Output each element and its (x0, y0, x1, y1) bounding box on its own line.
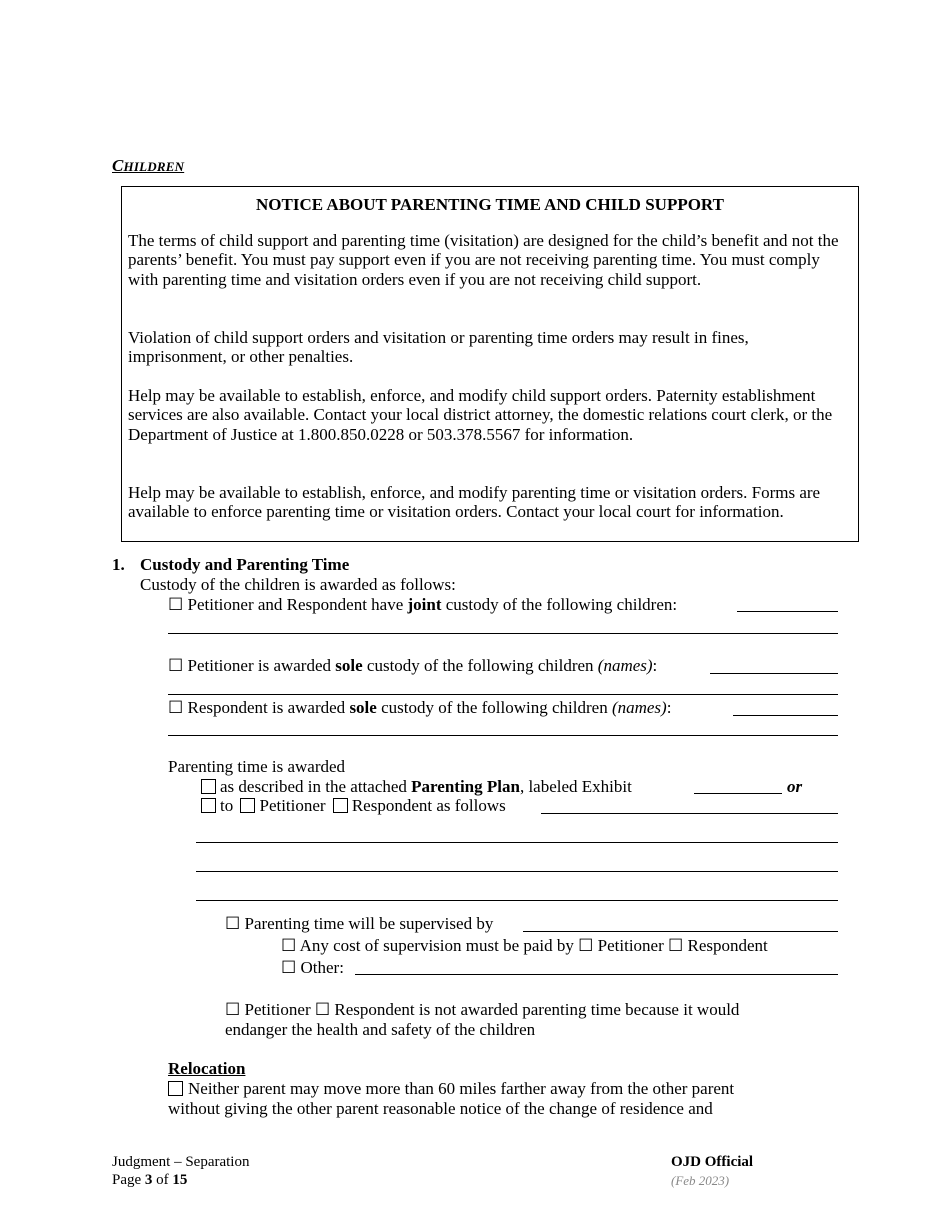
supervision-other-checkbox[interactable]: ☐ (281, 958, 297, 977)
footer-doc-title: Judgment – Separation (112, 1154, 250, 1170)
supervised-by-field[interactable] (523, 931, 838, 932)
notice-paragraph-1: The terms of child support and parenting time (visitation) are designed for the child’s benefit and not the parents’ benefit. You must pay support even if you are not receiving parenting time. You must comply with parenting time and visitation orders even if you are not receiving child support. (128, 231, 839, 289)
to-respondent-checkbox[interactable] (333, 798, 348, 813)
supervised-checkbox[interactable]: ☐ (225, 914, 241, 933)
parenting-custom-checkbox[interactable] (201, 798, 216, 813)
section-title: CHILDREN (112, 156, 185, 175)
joint-custody-field[interactable] (737, 611, 838, 612)
cost-petitioner-checkbox[interactable]: ☐ (578, 936, 594, 955)
parenting-follows-field[interactable] (541, 813, 838, 814)
respondent-sole-field[interactable] (733, 715, 838, 716)
cost-respondent-checkbox[interactable]: ☐ (668, 936, 684, 955)
parenting-follows-field-3[interactable] (196, 871, 838, 872)
or-label: or (787, 777, 803, 796)
not-awarded-option[interactable]: ☐ Petitioner ☐ Respondent is not awarded parenting time because it would endanger the health and safety of the children (225, 1000, 740, 1039)
not-awarded-respondent-checkbox[interactable]: ☐ (314, 1000, 331, 1019)
notice-paragraph-4: Help may be available to establish, enforce, and modify parenting time or visitation orders. Forms are available to enforce parenting time or visitation orders. Contact your local court for information. (128, 483, 821, 522)
exhibit-field[interactable] (694, 793, 782, 794)
supervision-cost-option[interactable]: ☐ Any cost of supervision must be paid by ☐ Petitioner ☐ Respondent (281, 936, 768, 955)
respondent-sole-checkbox[interactable]: ☐ (168, 698, 184, 717)
footer-page-number: Page 3 of 15 (112, 1172, 188, 1188)
respondent-sole-option[interactable]: ☐ Respondent is awarded sole custody of the following children (names): (168, 698, 672, 717)
parenting-follows-field-4[interactable] (196, 900, 838, 901)
relocation-checkbox[interactable] (168, 1081, 183, 1096)
joint-custody-checkbox[interactable]: ☐ (168, 595, 184, 614)
notice-paragraph-3: Help may be available to establish, enforce, and modify child support orders. Paternity establishment services are also available. Contact your local district attorney, the domestic relations court clerk, or the Department of Justice at 1.800.850.0228 or 503.378.5567 for information. (128, 386, 833, 444)
footer-date: (Feb 2023) (671, 1173, 730, 1188)
notice-heading: NOTICE ABOUT PARENTING TIME AND CHILD SUPPORT (256, 195, 724, 214)
petitioner-sole-field[interactable] (710, 673, 838, 674)
notice-paragraph-2: Violation of child support orders and visitation or parenting time orders may result in fines, imprisonment, or other penalties. (128, 328, 749, 367)
supervision-other-option[interactable]: ☐ Other: (281, 958, 344, 977)
custody-intro: Custody of the children is awarded as follows: (140, 575, 456, 594)
supervised-option[interactable]: ☐ Parenting time will be supervised by (225, 914, 494, 933)
parenting-plan-option[interactable]: as described in the attached Parenting Plan, labeled Exhibit (201, 777, 632, 797)
respondent-sole-field-2[interactable] (168, 735, 838, 736)
footer-official: OJD Official (671, 1154, 754, 1170)
custody-heading: Custody and Parenting Time (140, 555, 350, 574)
notice-box (121, 186, 859, 542)
relocation-heading: Relocation (168, 1059, 246, 1078)
supervision-other-field[interactable] (355, 974, 838, 975)
supervision-cost-checkbox[interactable]: ☐ (281, 936, 297, 955)
parenting-intro: Parenting time is awarded (168, 757, 346, 776)
petitioner-sole-checkbox[interactable]: ☐ (168, 656, 184, 675)
joint-custody-field-2[interactable] (168, 633, 838, 634)
item-number: 1. (112, 555, 125, 574)
relocation-text: Neither parent may move more than 60 miles farther away from the other parent without giving the other parent reasonable notice of the change of residence and (168, 1079, 735, 1118)
petitioner-sole-field-2[interactable] (168, 694, 838, 695)
to-petitioner-checkbox[interactable] (240, 798, 255, 813)
parenting-plan-checkbox[interactable] (201, 779, 216, 794)
not-awarded-petitioner-checkbox[interactable]: ☐ (225, 1000, 241, 1019)
parenting-custom-option[interactable]: to Petitioner Respondent as follows (201, 796, 506, 816)
petitioner-sole-option[interactable]: ☐ Petitioner is awarded sole custody of the following children (names): (168, 656, 658, 675)
parenting-follows-field-2[interactable] (196, 842, 838, 843)
joint-custody-option[interactable]: ☐ Petitioner and Respondent have joint custody of the following children: (168, 595, 678, 614)
